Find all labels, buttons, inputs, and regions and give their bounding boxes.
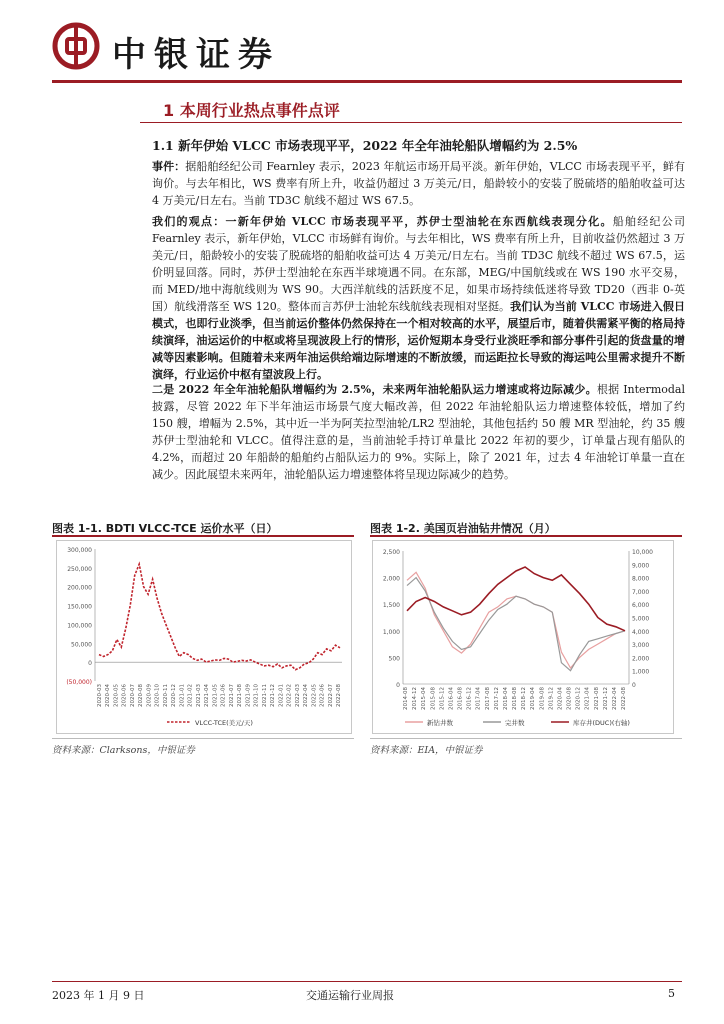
y-tick-label: 0	[88, 660, 92, 668]
x-tick-label: 2015-12	[439, 687, 446, 710]
figure1-rule	[52, 535, 354, 537]
fleet-paragraph	[152, 381, 685, 483]
y-left-tick-label: 1,000	[382, 628, 400, 636]
x-tick-label: 2022-05	[311, 684, 318, 707]
y-right-tick-label: 8,000	[632, 575, 650, 583]
subsection-heading: 1.1 新年伊始 VLCC 市场表现平平，2022 年全年油轮船队增幅约为 2.5%	[152, 138, 578, 153]
view-bold-text: 我们认为当前 VLCC 市场进入假日模式，也即行业淡季，但当前运价整体仍然保持在一个相对较高的水平，展望后市，随着供需紧平衡的格局持续演绎，油运运价的中枢或将呈现波段上行的情形，运价短期本身受行业淡旺季和部分事件引起的货盘量的增减等因素影响。但随着未来两年油运供给端边际增速的不断放缓，而运距拉长导致的海运吨公里需求提升不断演绎，行业运价中枢有望波段上行。	[152, 300, 685, 381]
x-tick-label: 2017-08	[484, 687, 491, 710]
x-tick-label: 2020-12	[171, 684, 178, 707]
y-tick-label: (50,000)	[66, 679, 92, 686]
x-tick-label: 2014-08	[403, 687, 409, 710]
x-tick-label: 2021-06	[220, 684, 227, 707]
footer-divider	[52, 981, 682, 982]
figure1-source-rule	[52, 738, 354, 739]
x-tick-label: 2017-12	[493, 687, 500, 710]
new-wells-series-line	[407, 572, 625, 668]
x-tick-label: 2017-04	[475, 687, 482, 710]
x-tick-label: 2022-08	[621, 687, 627, 710]
brand-name: 中银证券	[112, 35, 280, 75]
x-tick-label: 2020-04	[105, 684, 112, 707]
fleet-text: 根据 Intermodal 披露，尽管 2022 年下半年油运市场景气度大幅改善，但 2022 年油轮船队运力增速整体较低，增加了约 150 艘，增幅为 2.5%，其中近一半为阿芙拉型油轮/LR2 型油轮，其他包括约 50 艘 MR 型油轮，约 35 艘苏伊士型油轮和 VLCC。值得注意的是，当前油轮手持订单量比 2022 年初的要少，订单量占现有船队的 4.2%，而超过 20 年船龄的船舶约占船队运力的 9%。实际上，除了 2021 年，过去 4 年油轮订单量一直在减少。因此展望未来两年，油轮船队运力增速整体将呈现边际减少的趋势。	[152, 383, 685, 481]
x-tick-label: 2018-04	[502, 687, 509, 710]
x-tick-label: 2021-08	[237, 684, 244, 707]
figure2-title: 图表 1-2. 美国页岩油钻井情况（月）	[370, 522, 556, 535]
x-tick-label: 2021-02	[187, 684, 194, 707]
legend-completed-wells-label: 完井数	[505, 719, 525, 727]
section-heading: 1 本周行业热点事件点评	[163, 101, 340, 120]
legend-label-vlcc: VLCC-TCE(美元/天)	[195, 719, 253, 727]
x-tick-label: 2016-08	[457, 687, 464, 710]
x-tick-label: 2020-05	[113, 684, 120, 707]
y-tick-label: 200,000	[67, 584, 92, 592]
x-tick-label: 2019-08	[539, 687, 546, 710]
y-right-tick-label: 4,000	[632, 628, 650, 636]
figure2-rule	[370, 535, 682, 537]
x-tick-label: 2019-12	[548, 687, 555, 710]
y-tick-label: 150,000	[67, 603, 92, 611]
footer-report-name: 交通运输行业周报	[306, 989, 394, 1002]
x-tick-label: 2021-05	[212, 684, 219, 707]
x-tick-label: 2020-04	[557, 687, 564, 710]
x-tick-label: 2020-06	[121, 684, 128, 707]
x-tick-label: 2021-04	[204, 684, 211, 707]
y-tick-label: 300,000	[67, 547, 92, 554]
bank-of-china-logo-icon	[52, 22, 100, 70]
x-tick-label: 2020-11	[162, 684, 169, 707]
figure2-source-rule	[370, 738, 682, 739]
y-right-tick-label: 5,000	[632, 615, 650, 623]
figure1-chart	[57, 541, 351, 733]
y-right-tick-label: 6,000	[632, 602, 650, 610]
header-divider	[52, 80, 682, 83]
x-tick-label: 2022-02	[286, 684, 293, 707]
x-tick-label: 2021-04	[584, 687, 591, 710]
y-right-tick-label: 3,000	[632, 642, 650, 650]
x-tick-label: 2021-12	[270, 684, 277, 707]
x-tick-label: 2018-08	[512, 687, 518, 710]
legend-new-wells-label: 新钻井数	[427, 719, 453, 727]
x-tick-label: 2020-08	[138, 684, 145, 707]
x-tick-label: 2018-12	[521, 687, 528, 710]
figure1-title: 图表 1-1. BDTI VLCC-TCE 运价水平（日）	[52, 522, 278, 535]
fleet-lead: 二是 2022 年全年油轮船队增幅约为 2.5%，未来两年油轮船队运力增速或将边际减少。	[152, 383, 597, 396]
x-tick-label: 2021-12	[602, 687, 609, 710]
y-tick-label: 100,000	[67, 622, 92, 630]
x-tick-label: 2021-10	[253, 684, 260, 707]
view-lead: 我们的观点：一新年伊始 VLCC 市场表现平平，苏伊士型油轮在东西航线表现分化。	[152, 215, 613, 228]
y-left-tick-label: 0	[396, 682, 400, 689]
x-tick-label: 2022-03	[294, 684, 301, 707]
x-tick-label: 2022-04	[303, 684, 310, 707]
figure2-source: 资料来源：EIA，中银证券	[370, 745, 483, 756]
x-tick-label: 2022-04	[611, 687, 618, 710]
y-right-tick-label: 9,000	[632, 562, 650, 570]
x-tick-label: 2020-12	[575, 687, 582, 710]
figure2-chart	[373, 541, 673, 733]
view-paragraph	[152, 213, 685, 383]
x-tick-label: 2015-08	[430, 687, 437, 710]
y-left-tick-label: 1,500	[382, 602, 400, 610]
x-tick-label: 2016-12	[466, 687, 473, 710]
figure2-chart-frame	[372, 540, 674, 734]
x-tick-label: 2021-07	[228, 684, 235, 707]
y-left-tick-label: 500	[388, 655, 400, 663]
y-right-tick-label: 7,000	[632, 588, 650, 596]
figure1-source: 资料来源：Clarksons，中银证券	[52, 745, 195, 756]
x-tick-label: 2021-01	[179, 684, 186, 707]
x-tick-label: 2020-08	[566, 687, 573, 710]
y-tick-label: 250,000	[67, 565, 92, 573]
x-tick-label: 2021-09	[245, 684, 252, 707]
x-tick-label: 2019-04	[530, 687, 537, 710]
x-tick-label: 2022-08	[336, 684, 342, 707]
x-tick-label: 2020-07	[129, 684, 136, 707]
event-lead: 事件：	[152, 160, 186, 173]
x-tick-label: 2021-03	[195, 684, 202, 707]
legend-duc-wells-label: 库存井(DUC)(右轴)	[573, 719, 630, 727]
section-divider	[140, 122, 682, 123]
y-tick-label: 50,000	[71, 641, 92, 649]
x-tick-label: 2022-01	[278, 684, 285, 707]
x-tick-label: 2020-10	[154, 684, 161, 707]
vlcc-tce-series-line	[99, 564, 340, 670]
y-left-tick-label: 2,000	[382, 575, 400, 583]
x-tick-label: 2015-04	[421, 687, 428, 710]
x-tick-label: 2020-09	[146, 684, 153, 707]
event-text: 据船舶经纪公司 Fearnley 表示，2023 年航运市场开局平淡。新年伊始，VLCC 市场表现平平，鲜有询价。与去年相比，WS 费率有所上升，收益仍超过 3 万美元/日，船龄较小的安装了脱硫塔的船舶收益可达 4 万美元/日左右。当前 TD3C 航线不超过 WS 67.5。	[152, 160, 685, 207]
x-tick-label: 2020-03	[97, 684, 103, 707]
view-text: 船舶经纪公司 Fearnley 表示，新年伊始，VLCC 市场鲜有询价。与去年相比，WS 费率有所上升，目前收益仍然超过 3 万美元/日，船龄较小的安装了脱硫塔的船舶收益可达 4 万美元/日左右。当前 TD3C 航线不超过 WS 67.5，运价明显回落。同时，苏伊士型油轮在东西半球境遇不同。在东部，MEG/中国航线或在 WS 190 水平交易，而 MED/地中海航线则为 WS 90。大西洋航线的活跃度不足，如果市场持续低迷将导致 TD20（西非 0-英国）航线滑落至 WS 120。整体而言苏伊士油轮东线航线表现相对坚挺。	[152, 215, 686, 313]
event-paragraph	[152, 158, 685, 209]
x-tick-label: 2016-04	[448, 687, 455, 710]
footer-date: 2023 年 1 月 9 日	[52, 989, 145, 1002]
x-tick-label: 2022-06	[319, 684, 326, 707]
y-right-tick-label: 0	[632, 682, 636, 689]
footer-page-number: 5	[668, 987, 675, 1000]
x-tick-label: 2021-08	[593, 687, 600, 710]
figure1-chart-frame	[56, 540, 352, 734]
y-right-tick-label: 2,000	[632, 655, 650, 663]
x-tick-label: 2022-07	[327, 684, 334, 707]
x-tick-label: 2021-11	[261, 684, 268, 707]
y-left-tick-label: 2,500	[382, 549, 400, 556]
y-right-tick-label: 1,000	[632, 668, 650, 676]
x-tick-label: 2014-12	[412, 687, 419, 710]
y-right-tick-label: 10,000	[632, 549, 653, 556]
